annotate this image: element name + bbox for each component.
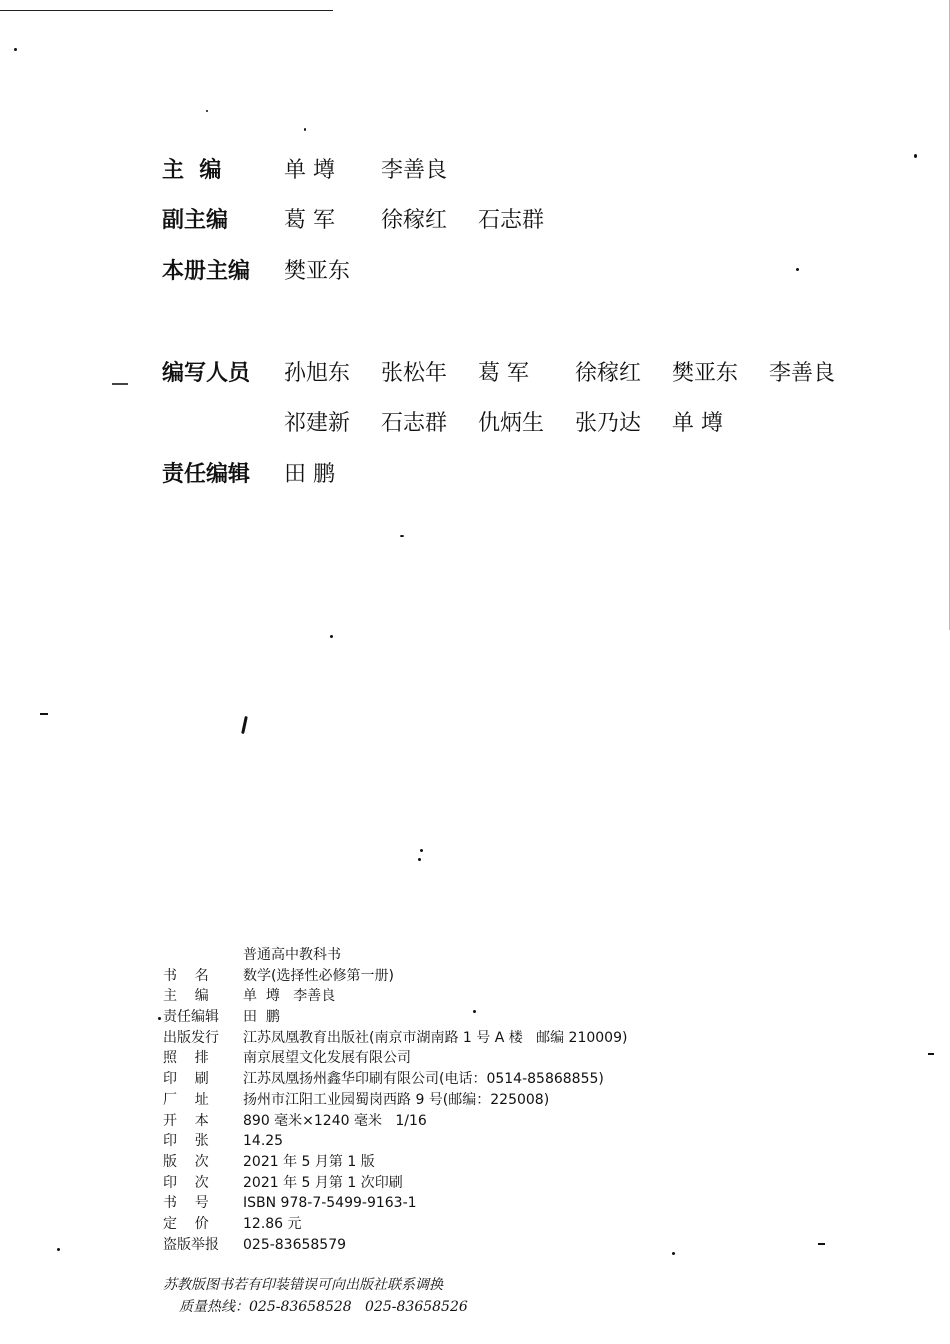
imprint-label: 盗版举报	[163, 1236, 219, 1253]
imprint-row	[163, 1069, 627, 1090]
scan-speck	[57, 1248, 60, 1251]
scan-speck	[330, 635, 333, 638]
scan-speck	[304, 128, 306, 131]
imprint-label: 照 排	[163, 1050, 209, 1067]
imprint-value: 12.86 元	[243, 1215, 302, 1232]
imprint-label: 开 本	[163, 1112, 209, 1129]
imprint-row	[163, 1173, 627, 1194]
credit-name: 张松年	[381, 360, 448, 386]
scan-speck	[796, 268, 799, 271]
imprint-value: 南京展望文化发展有限公司	[243, 1050, 411, 1067]
imprint-row	[163, 1111, 627, 1132]
quality-hotline: 质量热线：025-83658528 025-83658526	[179, 1299, 468, 1315]
credit-name: 仇炳生	[478, 410, 545, 436]
imprint-row	[163, 1007, 627, 1028]
scan-speck	[206, 110, 208, 112]
credit-label: 主 编	[162, 157, 222, 183]
imprint-series: 普通高中教科书	[243, 947, 341, 963]
imprint-value: 江苏凤凰教育出版社(南京市湖南路 1 号 A 楼 邮编 210009)	[243, 1029, 628, 1046]
imprint-row	[163, 1090, 627, 1111]
credit-name: 葛 军	[478, 360, 529, 386]
imprint-label: 版 次	[163, 1153, 209, 1170]
imprint-label: 出版发行	[163, 1029, 219, 1046]
credit-name: 葛 军	[284, 207, 335, 233]
imprint-value: 14.25	[243, 1133, 284, 1150]
scan-speck	[241, 716, 248, 734]
scan-speck	[158, 1017, 161, 1020]
scan-speck	[914, 154, 917, 158]
imprint-value: 2021 年 5 月第 1 次印刷	[243, 1174, 403, 1191]
credit-row-volume-editor	[162, 251, 381, 287]
credit-name: 樊亚东	[284, 258, 351, 284]
imprint-row	[163, 1131, 627, 1152]
scan-speck	[672, 1252, 675, 1255]
credit-label: 副主编	[162, 207, 229, 233]
notice-line: 苏教版图书若有印装错误可向出版社联系调换	[163, 1277, 443, 1293]
credit-row-deputy-editor	[162, 200, 575, 236]
imprint-value: 江苏凤凰扬州鑫华印刷有限公司(电话：0514-85868855)	[243, 1071, 604, 1088]
credit-label: 编写人员	[162, 360, 251, 386]
credit-name: 李善良	[769, 360, 836, 386]
imprint-label: 印 次	[163, 1174, 209, 1191]
credit-name: 石志群	[478, 207, 545, 233]
credit-name: 张乃达	[575, 410, 642, 436]
imprint-value: 扬州市江阳工业园蜀岗西路 9 号(邮编：225008)	[243, 1091, 550, 1108]
quality-notice	[163, 1274, 468, 1318]
imprint-label: 印 刷	[163, 1071, 209, 1088]
scan-speck	[40, 713, 48, 715]
imprint-row	[163, 1235, 627, 1256]
imprint-row	[163, 986, 627, 1007]
credit-name: 孙旭东	[284, 360, 351, 386]
imprint-label: 主 编	[163, 988, 209, 1005]
scan-speck	[473, 1010, 476, 1013]
credit-row-writers-continued	[162, 403, 769, 439]
credit-name: 单 墫	[672, 410, 723, 436]
credit-row-responsible-editor	[162, 454, 381, 490]
scan-speck	[818, 1243, 825, 1245]
imprint-value: ISBN 978-7-5499-9163-1	[243, 1195, 417, 1212]
imprint-label: 书 名	[163, 967, 209, 984]
imprint-label: 印 张	[163, 1133, 209, 1150]
credit-label: 本册主编	[162, 258, 251, 284]
imprint-value: 单 墫 李善良	[243, 988, 336, 1005]
scan-speck	[928, 1053, 934, 1055]
scan-speck	[418, 858, 421, 861]
scan-speck	[400, 535, 404, 537]
credit-row-writers	[162, 353, 866, 389]
scan-speck	[420, 849, 423, 852]
credit-name: 李善良	[381, 157, 448, 183]
imprint-label: 定 价	[163, 1215, 209, 1232]
credit-name: 樊亚东	[672, 360, 739, 386]
scan-speck	[112, 383, 128, 385]
imprint-value: 025-83658579	[243, 1236, 347, 1253]
imprint-row	[163, 1193, 627, 1214]
credit-name: 田 鹏	[284, 461, 335, 487]
imprint-row	[163, 1152, 627, 1173]
imprint-value: 田 鹏	[243, 1009, 280, 1026]
imprint-block	[163, 945, 627, 1255]
credit-name: 徐稼红	[381, 207, 448, 233]
credit-label: 责任编辑	[162, 461, 251, 487]
credit-name: 石志群	[381, 410, 448, 436]
top-rule	[0, 10, 333, 11]
imprint-row	[163, 966, 627, 987]
imprint-label: 厂 址	[163, 1091, 209, 1108]
imprint-label: 书 号	[163, 1195, 209, 1212]
credit-name: 徐稼红	[575, 360, 642, 386]
credit-name: 祁建新	[284, 410, 351, 436]
imprint-row	[163, 1028, 627, 1049]
imprint-value: 2021 年 5 月第 1 版	[243, 1153, 375, 1170]
credit-row-chief-editor	[162, 150, 478, 186]
credit-name: 单 墫	[284, 157, 335, 183]
imprint-value: 数学(选择性必修第一册)	[243, 967, 394, 984]
imprint-row	[163, 1048, 627, 1069]
imprint-row	[163, 1214, 627, 1235]
imprint-label: 责任编辑	[163, 1009, 219, 1026]
imprint-value: 890 毫米×1240 毫米 1/16	[243, 1112, 427, 1129]
scan-speck	[14, 48, 17, 51]
